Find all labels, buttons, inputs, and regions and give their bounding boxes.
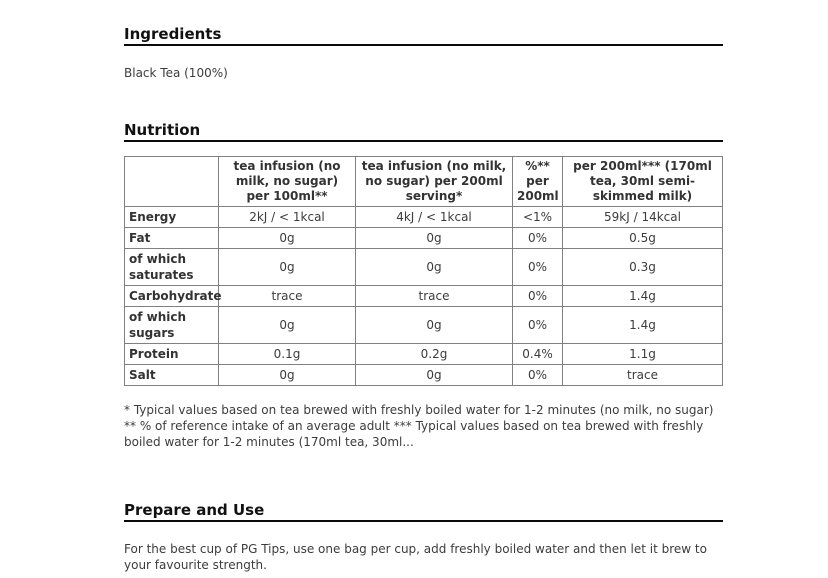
cell-value: trace	[219, 286, 356, 307]
column-header-per-200ml: tea infusion (no milk, no sugar) per 200ml serving*	[356, 157, 513, 207]
nutrition-footnote: * Typical values based on tea brewed with freshly boiled water for 1-2 minutes (no milk, no sugar) ** % of reference intake of an average adult *** Typical values based on tea brewed with freshly boiled water for 1-2 minutes (170ml tea, 30ml...	[124, 403, 714, 449]
cell-value: 0g	[219, 307, 356, 344]
cell-value: 0g	[356, 307, 513, 344]
cell-value: 0%	[513, 249, 563, 286]
cell-value: 0g	[356, 365, 513, 386]
table-row-protein	[125, 344, 723, 365]
row-label-saturates: of which saturates	[125, 249, 219, 286]
prepare-and-use-heading: Prepare and Use	[124, 502, 723, 522]
cell-value: 0%	[513, 286, 563, 307]
nutrition-heading: Nutrition	[124, 122, 723, 142]
cell-value: 0g	[356, 228, 513, 249]
column-header-per-100ml: tea infusion (no milk, no sugar) per 100ml**	[219, 157, 356, 207]
cell-value: 1.4g	[563, 307, 723, 344]
column-header-blank	[125, 157, 219, 207]
table-row-sugars	[125, 307, 723, 344]
column-header-percent-200ml: %** per 200ml	[513, 157, 563, 207]
row-label-fat: Fat	[125, 228, 219, 249]
table-row-energy	[125, 207, 723, 228]
row-label-sugars: of which sugars	[125, 307, 219, 344]
cell-value: trace	[563, 365, 723, 386]
cell-value: 0%	[513, 228, 563, 249]
cell-value: 0g	[219, 249, 356, 286]
cell-value: 0g	[356, 249, 513, 286]
cell-value: 0.5g	[563, 228, 723, 249]
cell-value: 59kJ / 14kcal	[563, 207, 723, 228]
ingredients-text: Black Tea (100%)	[124, 66, 228, 80]
cell-value: 2kJ / < 1kcal	[219, 207, 356, 228]
cell-value: 0%	[513, 307, 563, 344]
cell-value: 0.3g	[563, 249, 723, 286]
cell-value: 0g	[219, 365, 356, 386]
nutrition-header-row	[125, 157, 723, 207]
ingredients-heading: Ingredients	[124, 26, 723, 46]
cell-value: 1.4g	[563, 286, 723, 307]
column-header-with-milk: per 200ml*** (170ml tea, 30ml semi-skimmed milk)	[563, 157, 723, 207]
table-row-saturates	[125, 249, 723, 286]
cell-value: <1%	[513, 207, 563, 228]
cell-value: 0.4%	[513, 344, 563, 365]
row-label-protein: Protein	[125, 344, 219, 365]
cell-value: 4kJ / < 1kcal	[356, 207, 513, 228]
table-row-carbohydrate	[125, 286, 723, 307]
cell-value: 0%	[513, 365, 563, 386]
cell-value: 0.2g	[356, 344, 513, 365]
product-info-panel	[124, 0, 723, 573]
cell-value: trace	[356, 286, 513, 307]
cell-value: 0g	[219, 228, 356, 249]
cell-value: 0.1g	[219, 344, 356, 365]
nutrition-table	[124, 156, 723, 386]
table-row-fat	[125, 228, 723, 249]
table-row-salt	[125, 365, 723, 386]
row-label-salt: Salt	[125, 365, 219, 386]
row-label-carbohydrate: Carbohydrate	[125, 286, 219, 307]
row-label-energy: Energy	[125, 207, 219, 228]
prepare-and-use-text: For the best cup of PG Tips, use one bag per cup, add freshly boiled water and then let it brew to your favourite strength.	[124, 542, 707, 572]
cell-value: 1.1g	[563, 344, 723, 365]
